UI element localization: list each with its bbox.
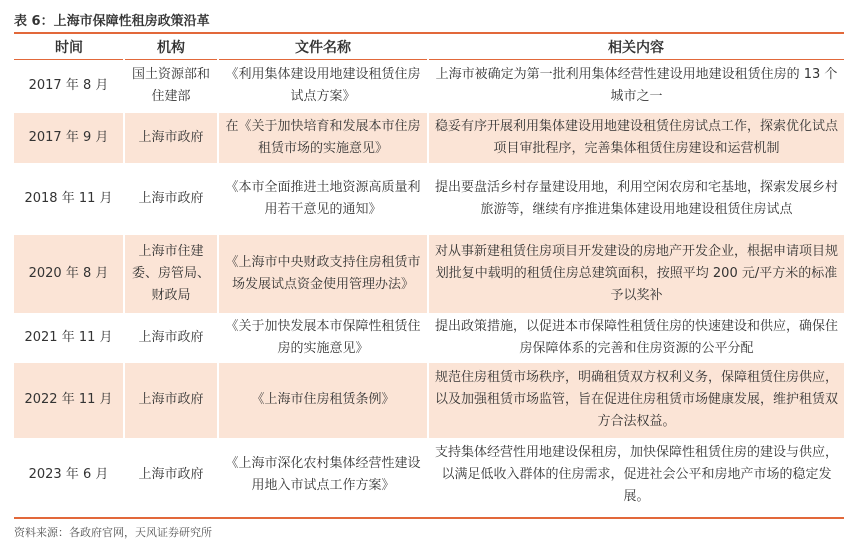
content-cell: 提出要盘活乡村存量建设用地，利用空闲农房和宅基地，探索发展乡村旅游等，继续有序推进集体建设用地建设租赁住房试点 [435, 179, 839, 217]
content-cell: 规范住房租赁市场秩序，明确租赁双方权利义务，保障租赁住房供应，以及加强租赁市场监管，旨在促进住房租赁市场健康发展，维护租赁双方合法权益。 [428, 363, 844, 438]
table-row [14, 363, 844, 438]
content-cell: 支持集体经营性用地建设保租房，加快保障性租赁住房的建设与供应，以满足低收入群体的住房需求，促进社会公平和房地产市场的稳定发展。 [435, 445, 839, 504]
time-cell: 2017 年 8 月 [14, 60, 124, 113]
org-cell: 上海市政府 [124, 163, 218, 235]
time-cell: 2021 年 11 月 [14, 313, 124, 363]
content-cell: 提出政策措施，以促进本市保障性租赁住房的快速建设和供应，确保住房保障体系的完善和住房资源的公平分配 [435, 318, 839, 356]
org-cell: 上海市政府 [124, 438, 218, 513]
org-cell: 上海市住建委、房管局、财政局 [124, 235, 218, 313]
time-cell: 2020 年 8 月 [14, 235, 124, 313]
content-cell: 稳妥有序开展利用集体建设用地建设租赁住房试点工作，探索优化试点项目审批程序，完善集体租赁住房建设和运营机制 [428, 113, 844, 163]
table-row [14, 60, 844, 113]
header-org: 机构 [124, 35, 218, 60]
org-cell: 国土资源部和住建部 [124, 60, 218, 113]
doc-cell: 在《关于加快培育和发展本市住房租赁市场的实施意见》 [218, 113, 428, 163]
time-cell: 2022 年 11 月 [14, 363, 124, 438]
header-doc: 文件名称 [218, 35, 428, 60]
header-row [14, 35, 844, 60]
table-row [14, 163, 844, 235]
table-title: 表 6：上海市保障性租房政策沿革 [14, 14, 210, 29]
table-row [14, 438, 844, 513]
time-cell: 2017 年 9 月 [14, 113, 124, 163]
table-row [14, 313, 844, 363]
doc-cell: 《上海市深化农村集体经营性建设用地入市试点工作方案》 [218, 438, 428, 513]
source-note: 资料来源：各政府官网，天风证券研究所 [14, 526, 212, 539]
policy-table [14, 35, 844, 513]
bottom-divider [14, 517, 844, 519]
org-cell: 上海市政府 [124, 313, 218, 363]
content-cell: 对从事新建租赁住房项目开发建设的房地产开发企业，根据申请项目规划批复中载明的租赁住房总建筑面积，按照平均 200 元/平方米的标准予以奖补 [428, 235, 844, 313]
table-row [14, 113, 844, 163]
org-cell: 上海市政府 [124, 113, 218, 163]
top-divider [14, 32, 844, 34]
doc-cell: 《本市全面推进土地资源高质量利用若干意见的通知》 [218, 163, 428, 235]
header-time: 时间 [14, 35, 124, 60]
doc-cell: 《利用集体建设用地建设租赁住房试点方案》 [218, 60, 428, 113]
header-content: 相关内容 [428, 35, 844, 60]
doc-cell: 《上海市中央财政支持住房租赁市场发展试点资金使用管理办法》 [218, 235, 428, 313]
doc-cell: 《上海市住房租赁条例》 [218, 363, 428, 438]
content-cell: 上海市被确定为第一批利用集体经营性建设用地建设租赁住房的 13 个城市之一 [435, 67, 838, 105]
org-cell: 上海市政府 [124, 363, 218, 438]
time-cell: 2018 年 11 月 [14, 163, 124, 235]
doc-cell: 《关于加快发展本市保障性租赁住房的实施意见》 [218, 313, 428, 363]
table-row [14, 235, 844, 313]
time-cell: 2023 年 6 月 [14, 438, 124, 513]
